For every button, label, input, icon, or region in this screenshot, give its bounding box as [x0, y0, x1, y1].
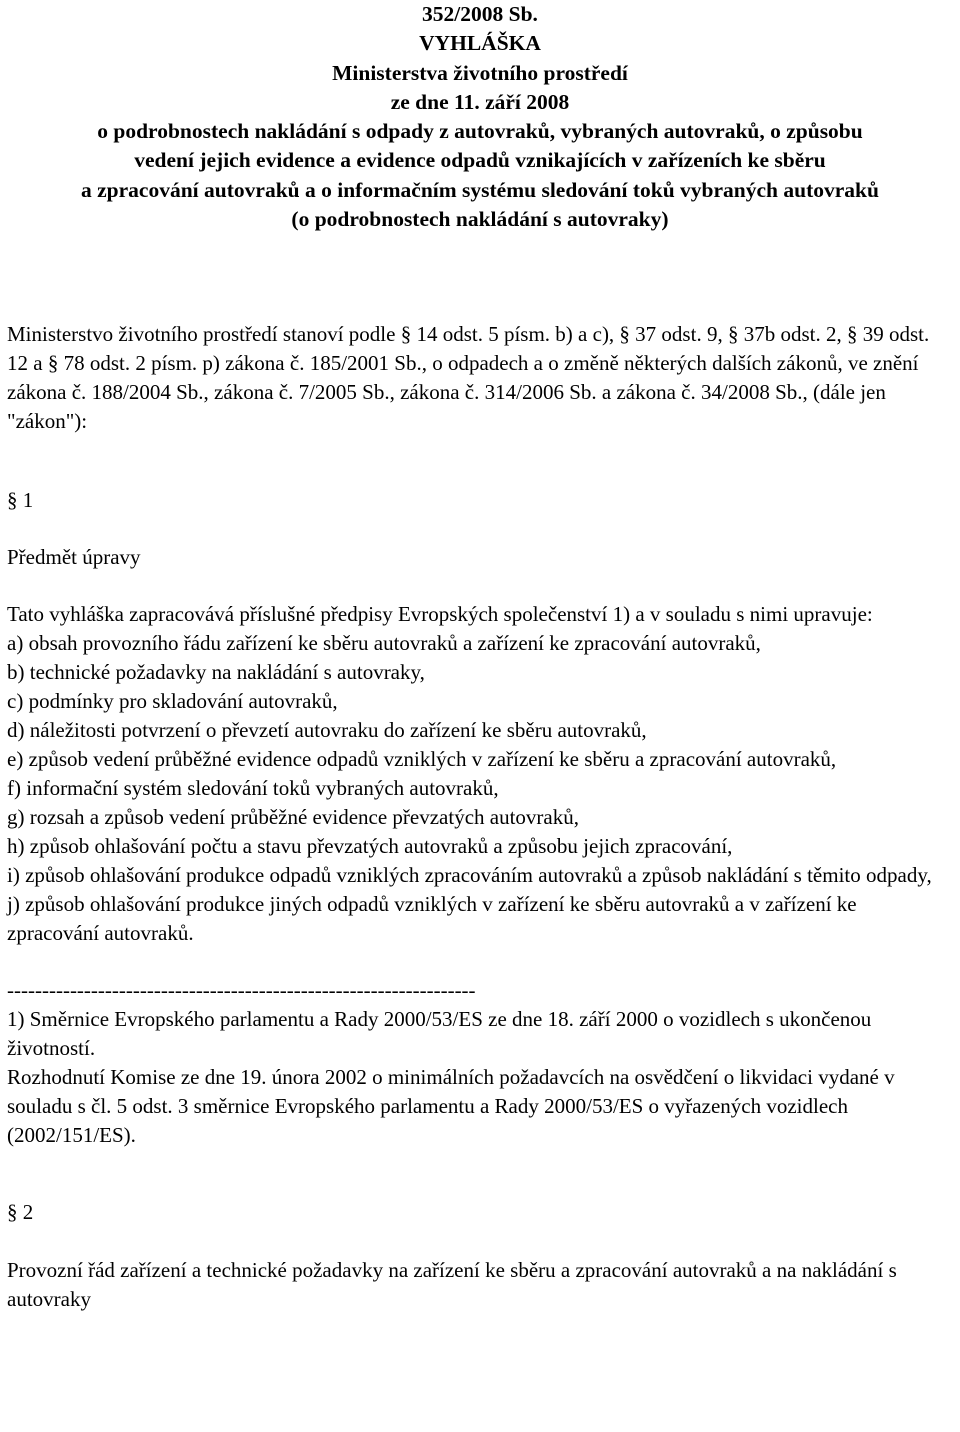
- list-item: j) způsob ohlašování produkce jiných odpadů vzniklých v zařízení ke sběru autovraků a v zařízení ke zpracování autovraků.: [7, 892, 857, 946]
- regulation-title-line: vedení jejich evidence a evidence odpadů vznikajících v zařízeních ke sběru: [134, 148, 826, 173]
- regulation-title-line: a zpracování autovraků a o informačním systému sledování toků vybraných autovraků: [81, 177, 879, 202]
- section-2-sign: § 2: [7, 1200, 34, 1225]
- regulation-number: 352/2008 Sb.: [422, 2, 538, 26]
- list-item: b) technické požadavky na nakládání s autovraky,: [7, 660, 425, 685]
- list-item: d) náležitosti potvrzení o převzetí autovraku do zařízení ke sběru autovraků,: [7, 718, 647, 743]
- list-item: g) rozsah a způsob vedení průběžné evidence převzatých autovraků,: [7, 805, 579, 830]
- list-item: e) způsob vedení průběžné evidence odpadů vzniklých v zařízení ke sběru a zpracování autovraků,: [7, 747, 837, 772]
- list-item: a) obsah provozního řádu zařízení ke sběru autovraků a zařízení ke zpracování autovraků,: [7, 631, 761, 656]
- regulation-short-title: (o podrobnostech nakládání s autovraky): [291, 207, 669, 232]
- section-2-title: Provozní řád zařízení a technické požadavky na zařízení ke sběru a zpracování autovraků a na nakládání s autovraky: [7, 1258, 897, 1312]
- regulation-title-line: o podrobnostech nakládání s odpady z autovraků, vybraných autovraků, o způsobu: [97, 119, 863, 144]
- section-1-body: [7, 600, 953, 948]
- list-item: f) informační systém sledování toků vybraných autovraků,: [7, 776, 499, 801]
- footnotes: [7, 1005, 953, 1150]
- section-1-title: Předmět úpravy: [7, 545, 141, 570]
- section-1-lead: Tato vyhláška zapracovává příslušné předpisy Evropských společenství 1) a v souladu s nimi upravuje:: [7, 602, 873, 627]
- document-header: [7, 0, 953, 234]
- footnote-divider: -------------------------------------------------------------------: [7, 978, 476, 1003]
- footnote-1: 1) Směrnice Evropského parlamentu a Rady 2000/53/ES ze dne 18. září 2000 o vozidlech s ukončenou životností.: [7, 1007, 872, 1061]
- list-item: h) způsob ohlašování počtu a stavu převzatých autovraků a způsobu jejich zpracování,: [7, 834, 733, 859]
- regulation-date: ze dne 11. září 2008: [390, 89, 570, 114]
- regulation-type: VYHLÁŠKA: [419, 31, 541, 56]
- footnote-1-continued: Rozhodnutí Komise ze dne 19. února 2002 o minimálních požadavcích na osvědčení o likvidaci vydané v souladu s čl. 5 odst. 3 směrnice Evropského parlamentu a Rady 2000/53/ES o vyřazených vozidlech (2002/151/ES).: [7, 1065, 895, 1148]
- list-item: c) podmínky pro skladování autovraků,: [7, 689, 338, 714]
- preamble: Ministerstvo životního prostředí stanoví podle § 14 odst. 5 písm. b) a c), § 37 odst. 9, § 37b odst. 2, § 39 odst. 12 a § 78 odst. 2 písm. p) zákona č. 185/2001 Sb., o odpadech a o změně některých dalších zákonů, ve znění zákona č. 188/2004 Sb., zákona č. 7/2005 Sb., zákona č. 314/2006 Sb. a zákona č. 34/2008 Sb., (dále jen "zákon"):: [7, 322, 930, 434]
- section-1-sign: § 1: [7, 488, 34, 513]
- list-item: i) způsob ohlašování produkce odpadů vzniklých zpracováním autovraků a způsob nakládání s těmito odpady,: [7, 863, 932, 888]
- regulation-issuer: Ministerstva životního prostředí: [332, 60, 628, 85]
